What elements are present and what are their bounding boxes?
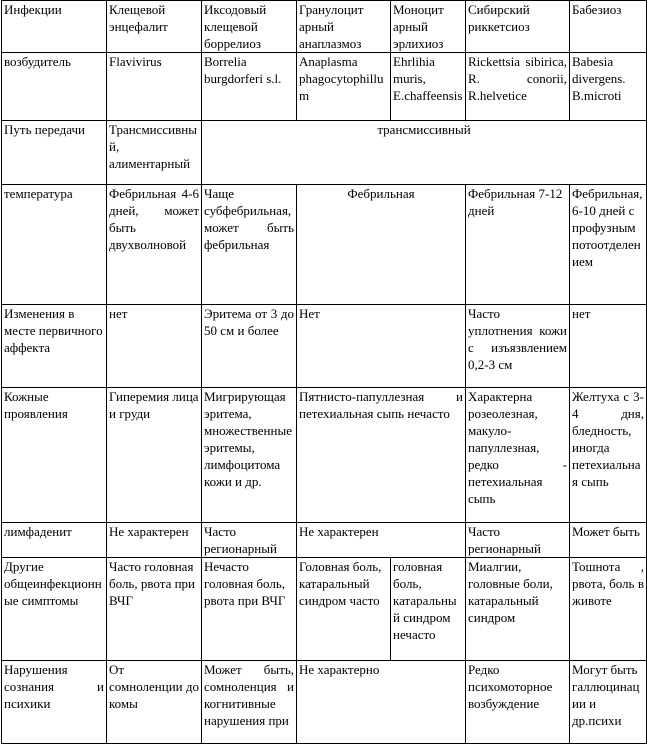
table-cell: Могут быть галлюцинации и др.психи <box>570 661 647 744</box>
table-cell: Фебрильная, 6-10 дней с профузным потоотделением <box>570 185 647 305</box>
table-cell: головная боль, катаральный синдром нечасто <box>391 558 466 661</box>
table-row <box>2 558 647 661</box>
table-cell: Желтуха с 3-4 дня, бледность, иногда петехиальная сыпь <box>570 388 647 523</box>
table-row <box>2 53 647 121</box>
table-cell: Ehrlihia muris, E.chaffeensis <box>391 53 466 121</box>
row-label: лимфаденит <box>2 523 107 558</box>
table-cell: Не характерен <box>107 523 202 558</box>
row-label: Кожные проявления <box>2 388 107 523</box>
merged-cell: Пятнисто-папуллезная и петехиальная сыпь нечасто <box>297 388 466 523</box>
row-label: Путь передачи <box>2 121 107 185</box>
table-cell: Тошнота , рвота, боль в животе <box>570 558 647 661</box>
header-cell: Гранулоцит арный анаплазмоз <box>297 1 391 53</box>
table-row <box>2 121 647 185</box>
table-cell: нет <box>107 305 202 388</box>
table-row <box>2 523 647 558</box>
table-cell: Borrelia burgdorferi s.l. <box>202 53 297 121</box>
table-cell: Головная боль, катаральный синдром часто <box>297 558 391 661</box>
table-cell: Редко психомоторное возбуждение <box>466 661 570 744</box>
merged-cell: Не характерен <box>297 523 466 558</box>
header-cell: Моноцит арный эрлихиоз <box>391 1 466 53</box>
table-cell: Часто уплотнения кожи с изъязвлением 0,2-3 см <box>466 305 570 388</box>
row-label: Нарушения сознания и психики <box>2 661 107 744</box>
table-cell: Мигрирующая эритема, множественные эритемы, лимфоцитома кожи и др. <box>202 388 297 523</box>
merged-cell: Нет <box>297 305 466 388</box>
table-cell: Часто головная боль, рвота при ВЧГ <box>107 558 202 661</box>
header-cell: Инфекции <box>2 1 107 53</box>
table-cell: Эритема от 3 до 50 см и более <box>202 305 297 388</box>
table-cell: Часто регионарный <box>202 523 297 558</box>
table-cell: Часто регионарный <box>466 523 570 558</box>
table-cell: Фебрильная 7-12 дней <box>466 185 570 305</box>
table-cell: Миалгии, головные боли, катаральный синдром <box>466 558 570 661</box>
header-cell: Иксодовый клещевой боррелиоз <box>202 1 297 53</box>
merged-cell: Не характерно <box>297 661 466 744</box>
header-cell: Бабезиоз <box>570 1 647 53</box>
merged-cell: трансмиссивный <box>202 121 647 185</box>
table-cell: Может быть <box>570 523 647 558</box>
table-cell: Характерна розеолезная, макуло-папуллезная, редко - петехиальная сыпь <box>466 388 570 523</box>
table-cell: Flavivirus <box>107 53 202 121</box>
row-label: температура <box>2 185 107 305</box>
row-label: возбудитель <box>2 53 107 121</box>
table-row <box>2 305 647 388</box>
table-cell: Гиперемия лица и груди <box>107 388 202 523</box>
row-label: Другие общеинфекционные симптомы <box>2 558 107 661</box>
table-cell: Babesia divergens. B.microti <box>570 53 647 121</box>
table-cell: Фебрильная 4-6 дней, может быть двухволновой <box>107 185 202 305</box>
table-row <box>2 661 647 744</box>
table-row <box>2 185 647 305</box>
table-cell: Может быть, сомноленция и когнитивные нарушения при <box>202 661 297 744</box>
table-cell: Rickettsia sibirica, R. conorii, R.helvetice <box>466 53 570 121</box>
table-cell: Нечасто головная боль, рвота при ВЧГ <box>202 558 297 661</box>
table-header-row <box>2 1 647 53</box>
row-label: Изменения в месте первичного аффекта <box>2 305 107 388</box>
infections-table <box>1 0 647 744</box>
header-cell: Клещевой энцефалит <box>107 1 202 53</box>
table-cell: Трансмиссивный, алиментарный <box>107 121 202 185</box>
header-cell: Сибирский риккетсиоз <box>466 1 570 53</box>
table-cell: нет <box>570 305 647 388</box>
table-row <box>2 388 647 523</box>
merged-cell: Фебрильная <box>297 185 466 305</box>
table-cell: От сомноленции до комы <box>107 661 202 744</box>
table-cell: Anaplasma phagocytophillum <box>297 53 391 121</box>
table-cell: Чаще субфебрильная, может быть фебрильная <box>202 185 297 305</box>
